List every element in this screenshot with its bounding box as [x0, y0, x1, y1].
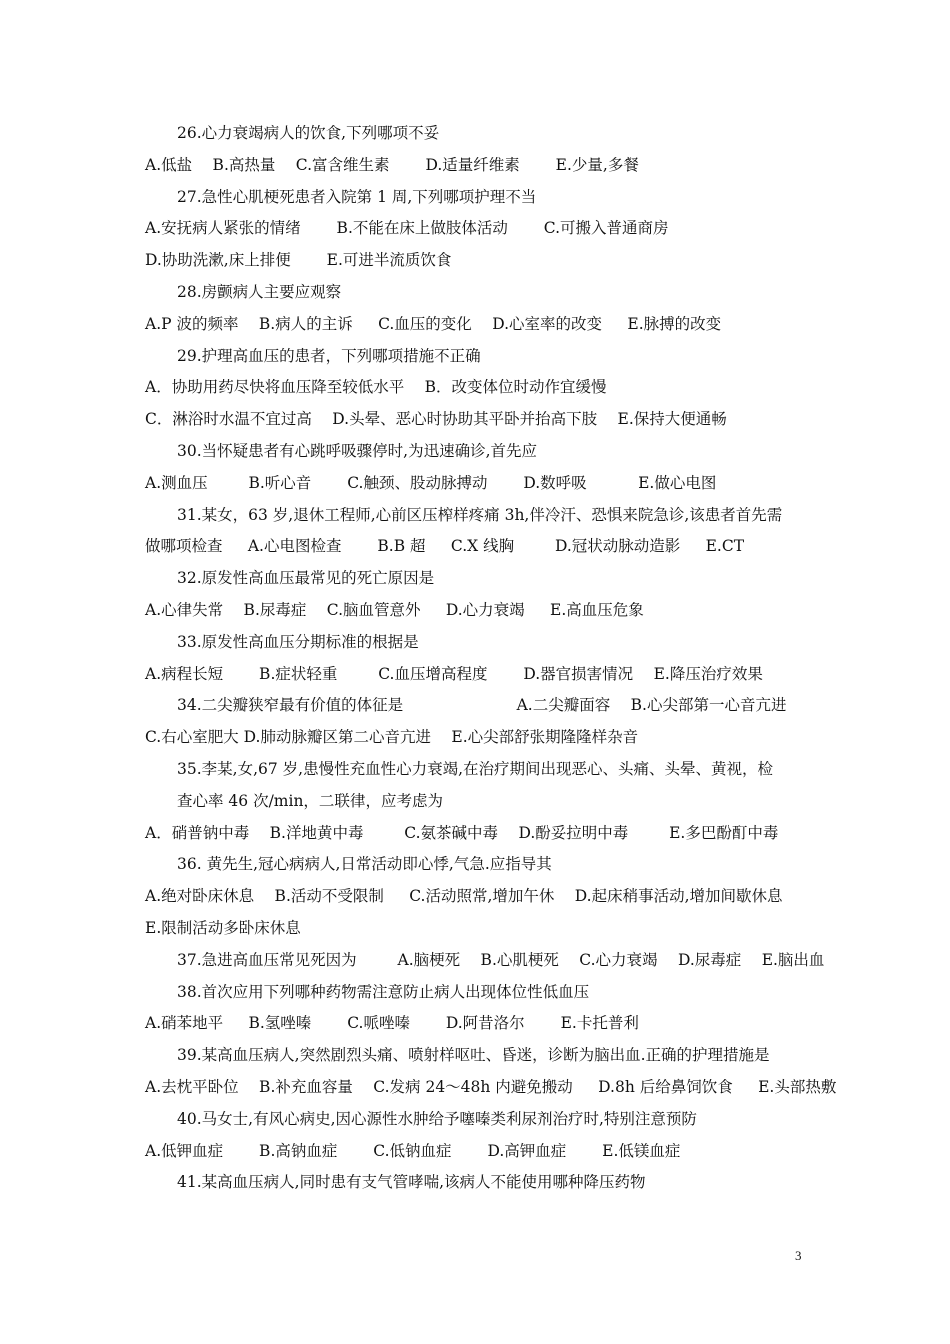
options-line: E.限制活动多卧床休息: [145, 918, 301, 937]
question-line: 36. 黄先生,冠心病病人,日常活动即心悸,气急.应指导其: [177, 855, 552, 874]
options-line: A.低钾血症 B.高钠血症 C.低钠血症 D.高钾血症 E.低镁血症: [145, 1141, 681, 1160]
options-line: C．淋浴时水温不宜过高 D.头晕、恶心时协助其平卧并抬高下肢 E.保持大便通畅: [145, 410, 727, 429]
page-number: 3: [795, 1248, 802, 1263]
question-line: 37.急进高血压常见死因为 A.脑梗死 B.心肌梗死 C.心力衰竭 D.尿毒症 E.脑出血: [177, 950, 825, 969]
options-line: A．硝普钠中毒 B.洋地黄中毒 C.氨茶碱中毒 D.酚妥拉明中毒 E.多巴酚酊中毒: [145, 823, 779, 842]
options-line: C.右心室肥大 D.肺动脉瓣区第二心音亢进 E.心尖部舒张期隆隆样杂音: [145, 728, 639, 747]
options-line: A.P 波的频率 B.病人的主诉 C.血压的变化 D.心室率的改变 E.脉搏的改变: [145, 314, 722, 333]
question-line: 27.急性心肌梗死患者入院第 1 周,下列哪项护理不当: [177, 187, 537, 206]
options-line: A.安抚病人紧张的情绪 B.不能在床上做肢体活动 C.可搬入普通商房: [145, 219, 669, 238]
question-line: 30.当怀疑患者有心跳呼吸骤停时,为迅速确诊,首先应: [177, 441, 538, 460]
options-line: 做哪项检查 A.心电图检查 B.B 超 C.X 线胸 D.冠状动脉动造影 E.CT: [145, 537, 745, 556]
question-line: 32.原发性高血压最常见的死亡原因是: [177, 569, 435, 588]
options-line: A.硝苯地平 B.氢唑嗪 C.哌唑嗪 D.阿昔洛尔 E.卡托普利: [145, 1014, 639, 1033]
options-line: A.心律失常 B.尿毒症 C.脑血管意外 D.心力衰竭 E.高血压危象: [145, 600, 644, 619]
question-line: 40.马女士,有风心病史,因心源性水肿给予噻嗪类利尿剂治疗时,特别注意预防: [177, 1109, 697, 1128]
options-line: A．协助用药尽快将血压降至较低水平 B．改变体位时动作宜缓慢: [145, 378, 607, 397]
question-line: 35.李某,女,67 岁,患慢性充血性心力衰竭,在治疗期间出现恶心、头痛、头晕、黄视，检: [177, 759, 774, 778]
question-line: 29.护理高血压的患者，下列哪项措施不正确: [177, 346, 481, 365]
question-line: 查心率 46 次/min，二联律，应考虑为: [177, 791, 443, 810]
options-line: A.病程长短 B.症状轻重 C.血压增高程度 D.器官损害情况 E.降压治疗效果: [145, 664, 763, 683]
question-line: 28.房颤病人主要应观察: [177, 282, 342, 301]
question-line: 38.首次应用下列哪种药物需注意防止病人出现体位性低血压: [177, 982, 590, 1001]
question-line: 41.某高血压病人,同时患有支气管哮喘,该病人不能使用哪种降压药物: [177, 1173, 646, 1192]
question-list: [145, 118, 837, 1199]
question-line: 31.某女，63 岁,退休工程师,心前区压榨样疼痛 3h,伴冷汗、恐惧来院急诊,该患者首先需: [177, 505, 783, 524]
options-line: A.绝对卧床休息 B.活动不受限制 C.活动照常,增加午休 D.起床稍事活动,增加间歇休息: [145, 887, 783, 906]
options-line: A.低盐 B.高热量 C.富含维生素 D.适量纤维素 E.少量,多餐: [145, 155, 639, 174]
question-line: 39.某高血压病人,突然剧烈头痛、喷射样呕吐、昏迷，诊断为脑出血.正确的护理措施是: [177, 1046, 770, 1065]
question-line: 33.原发性高血压分期标准的根据是: [177, 632, 419, 651]
question-line: 34.二尖瓣狭窄最有价值的体征是 A.二尖瓣面容 B.心尖部第一心音亢进: [177, 696, 787, 715]
options-line: A.测血压 B.听心音 C.触颈、股动脉搏动 D.数呼吸 E.做心电图: [145, 473, 717, 492]
options-line: A.去枕平卧位 B.补充血容量 C.发病 24～48h 内避免搬动 D.8h 后给鼻饲饮食 E.头部热敷: [145, 1077, 837, 1096]
question-line: 26.心力衰竭病人的饮食,下列哪项不妥: [177, 124, 440, 142]
options-line: D.协助洗漱,床上排便 E.可进半流质饮食: [145, 251, 452, 270]
